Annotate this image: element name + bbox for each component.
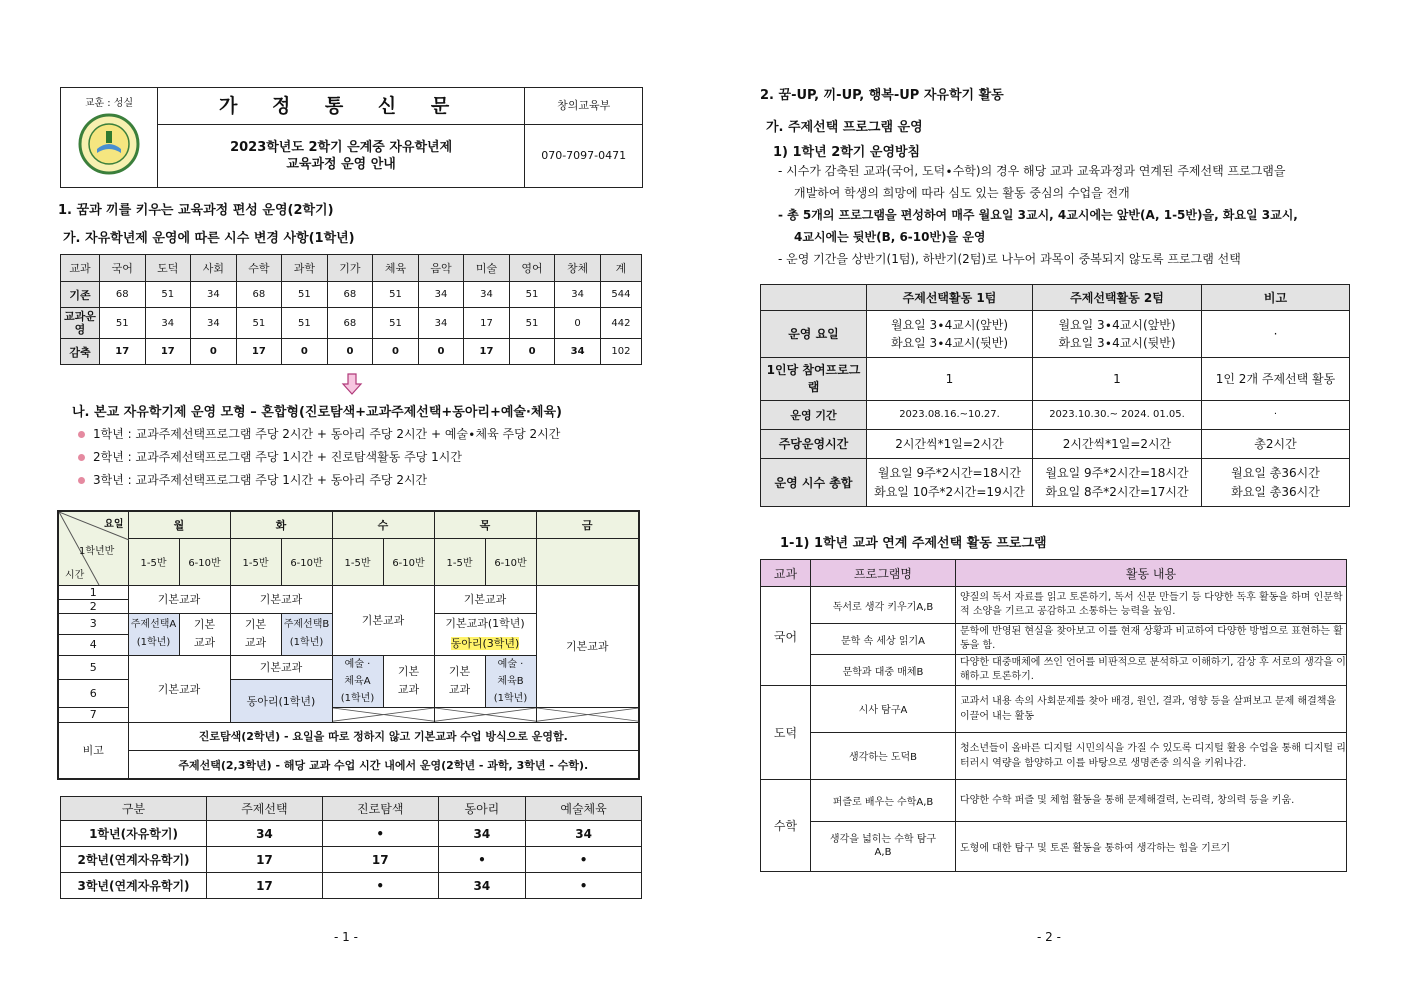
hours-cell: 51 [100,308,146,339]
subtitle-line-1: 2023학년도 2학기 은계중 자유학년제 [230,140,453,155]
program-name: 독서로 생각 키우기A,B [811,587,956,624]
hours-cell: 34 [555,282,601,308]
program-name: 문학 속 세상 읽기A [811,624,956,655]
term-row-label: 운영 기간 [761,400,867,429]
fri-empty-slot [536,708,639,722]
term-cell: 1인 2개 주제선택 활동 [1202,357,1350,400]
hours-cell: 68 [236,282,282,308]
summary-header-row [61,797,642,821]
term-line: 월요일 총36시간 [1231,465,1320,480]
hours-head-cell: 수학 [236,255,282,282]
term-row-label: 운영 요일 [761,311,867,358]
hours-cell: 17 [100,339,146,365]
term-cell [1033,459,1202,507]
policy-line: - 총 5개의 프로그램을 편성하여 매주 월요일 3교시, 4교시에는 앞반(A, 1-5반)을, 화요일 3교시, [778,208,1298,222]
term-cell: 1 [867,357,1033,400]
term-cell: 2023.08.16.~10.27. [867,400,1033,429]
hours-cell: 0 [191,339,237,365]
hours-cell: 34 [464,282,510,308]
hours-row-label: 교과운영 [61,308,100,339]
hours-cell: 17 [236,339,282,365]
list-item [78,469,560,492]
term-table [760,284,1350,507]
table-row [761,357,1350,400]
bullet-dot-icon [78,431,85,438]
term-cell [1033,311,1202,358]
summary-table [60,796,642,899]
grade-label: (1학년) [136,637,171,649]
hours-cell: 51 [509,308,555,339]
department: 창의교육부 [525,88,642,125]
note-row [58,751,639,780]
period-number: 3 [58,614,128,635]
day-fri: 금 [536,511,639,538]
table-row [761,624,1347,655]
program-desc: 양질의 독서 자료를 읽고 토론하기, 독서 신문 만들기 등 다양한 독후 활동을 하며 인문학적 소양을 기르고 공감하고 소통하는 능력을 높임. [956,587,1347,624]
page-number-2: - 2 - [1037,930,1061,944]
basic-label-a: 기본 [448,665,471,679]
table-row [761,400,1350,429]
basic-label-a: 기본 [397,665,420,679]
thu-basic-1-2: 기본교과 [434,585,536,613]
corner-time-label: 시간 [65,570,85,581]
section-2a2-heading: 1-1) 1학년 교과 연계 주제선택 활동 프로그램 [780,536,1047,551]
basic-label-b: 교과 [397,683,420,697]
bullet-text: 1학년 : 교과주제선택프로그램 주당 2시간 + 동아리 주당 2시간 + 예술∙체육 주당 2시간 [93,427,561,441]
term-head-cell: 주제선택활동 2텀 [1033,285,1202,311]
program-name: 퍼즐로 배우는 수학A,B [811,779,956,821]
program-subject: 국어 [761,587,811,686]
timetable-class-row [58,538,639,585]
timetable [57,510,640,780]
class-group: 6-10반 [179,538,230,585]
grade-label: (1학년) [493,692,528,704]
grade-label: (1학년) [289,637,324,649]
art-label: 예술 · [497,658,524,670]
summary-cell: 17 [322,847,438,873]
class-group: 6-10반 [383,538,434,585]
policy-text [778,160,1353,270]
note-2: 주제선택(2,3학년) - 해당 교과 수업 시간 내에서 운영(2학년 - 과학, 3학년 - 수학). [128,751,639,780]
cross-out-lines [537,708,639,721]
summary-cell: 34 [438,873,525,899]
program-name: 생각하는 도덕B [811,732,956,779]
hours-cell: 51 [145,282,191,308]
corner-grade-label: 1학년반 [79,546,115,557]
list-item [78,446,560,469]
table-row [61,821,642,847]
phone-number: 070-7097-0471 [541,149,627,162]
thu-empty-slot [434,708,536,722]
subtitle-block [158,125,525,187]
summary-cell: 34 [438,821,525,847]
list-item [78,423,560,446]
class-group: 1-5반 [434,538,485,585]
program-desc: 다양한 수학 퍼즐 및 체험 활동을 통해 문제해결력, 논리력, 창의력 등을 키움. [956,779,1347,821]
basic-label-b: 교과 [244,636,267,650]
summary-cell: 1학년(자유학기) [61,821,207,847]
hours-cell: 0 [327,339,373,365]
grade-label: (1학년) [340,692,375,704]
note-1: 진로탐색(2학년) - 요일을 따로 정하지 않고 기본교과 수업 방식으로 운영함. [128,722,639,750]
basic-grade1-label: 기본교과(1학년) [445,617,525,631]
term-line: 월요일 9주*2시간=18시간 [877,465,1022,480]
school-emblem-cell [61,88,158,188]
hours-cell: 51 [236,308,282,339]
summary-head-cell: 주제선택 [207,797,323,821]
hours-cell: 102 [600,339,641,365]
term-line: 월요일 9주*2시간=18시간 [1045,465,1189,480]
section-1a-heading: 가. 자유학년제 운영에 따른 시수 변경 사항(1학년) [63,231,355,246]
policy-line: - 시수가 감축된 교과(국어, 도덕∙수학)의 경우 해당 교과 교육과정과 연계된 주제선택 프로그램을 [778,164,1286,178]
hours-cell: 0 [282,339,328,365]
hours-cell: 51 [373,308,419,339]
subtitle-line-2: 교육과정 운영 안내 [286,157,396,172]
hours-cell: 442 [600,308,641,339]
summary-cell: 2학년(연계자유학기) [61,847,207,873]
summary-cell: • [322,821,438,847]
class-group: 1-5반 [230,538,281,585]
program-subject: 수학 [761,779,811,871]
section-2a-heading: 가. 주제선택 프로그램 운영 [766,120,923,135]
day-thu: 목 [434,511,536,538]
class-group: 1-5반 [332,538,383,585]
hours-cell: 68 [327,308,373,339]
hours-row-label: 기존 [61,282,100,308]
title-cell [157,88,525,188]
note-label: 비고 [58,722,128,779]
period-number: 5 [58,655,128,679]
summary-head-cell: 구분 [61,797,207,821]
table-row [761,459,1350,507]
program-name: 시사 탐구A [811,686,956,732]
term-cell: 1 [1033,357,1202,400]
tue-basic-3-4 [230,614,281,656]
hours-head-cell: 영어 [509,255,555,282]
section-1b-heading: 나. 본교 자유학기제 운영 모형 – 혼합형(진로탐색+교과주제선택+동아리+예술∙체육) [72,405,562,420]
page-number-1: - 1 - [334,930,358,944]
hours-cell: 17 [145,339,191,365]
fri-basic: 기본교과 [536,585,639,708]
hours-cell: 51 [282,308,328,339]
term-line: 월요일 3∙4교시(앞반) [1058,317,1176,332]
thu-basic-club [434,614,536,656]
class-group: 1-5반 [128,538,179,585]
school-emblem-icon [78,113,140,175]
bullet-dot-icon [78,454,85,461]
art-a-label: 체육A [344,675,371,687]
period-number: 7 [58,708,128,722]
hours-cell: 68 [100,282,146,308]
section-2-heading: 2. 꿈-UP, 끼-UP, 행복-UP 자유학기 활동 [760,88,1004,103]
note-row [58,722,639,750]
table-row [61,873,642,899]
term-head-cell: 주제선택활동 1텀 [867,285,1033,311]
mon-basic-5-7: 기본교과 [128,655,230,722]
summary-cell: 3학년(연계자유학기) [61,873,207,899]
hours-cell: 34 [418,282,464,308]
hours-cell: 0 [509,339,555,365]
hours-cell: 0 [418,339,464,365]
cross-out-lines [435,708,536,721]
term-cell [867,459,1033,507]
term-row-label: 1인당 참여프로그램 [761,357,867,400]
table-row [61,847,642,873]
hours-cell: 17 [464,308,510,339]
policy-line: 4교시에는 뒷반(B, 6-10반)을 운영 [794,230,986,244]
hours-row [61,339,642,365]
school-motto: 교훈 : 성실 [84,98,134,109]
basic-label-b: 교과 [193,636,216,650]
hours-head-cell: 창체 [555,255,601,282]
day-mon: 월 [128,511,230,538]
program-desc: 청소년들이 올바른 디지털 시민의식을 가질 수 있도록 디지털 활용 수업을 통해 디지털 리터러시 역량을 함양하고 이를 바탕으로 생명존중 의식을 키워나감. [956,732,1347,779]
term-cell: · [1202,400,1350,429]
timetable-corner [58,511,128,585]
wed-art-a [332,655,383,708]
period-number: 2 [58,599,128,613]
term-header-row [761,285,1350,311]
program-name: 문학과 대중 매체B [811,655,956,686]
policy-line: - 운영 기간을 상반기(1텀), 하반기(2텀)로 나누어 과목이 중복되지 않도록 프로그램 선택 [778,252,1241,266]
summary-cell: • [322,873,438,899]
term-head-cell: 비고 [1202,285,1350,311]
program-desc: 문학에 반영된 현실을 찾아보고 이를 현재 상황과 비교하여 다양한 방법으로 표현하는 활동을 함. [956,624,1347,655]
table-row [761,311,1350,358]
summary-cell: 34 [207,821,323,847]
summary-head-cell: 진로탐색 [322,797,438,821]
newsletter-header [60,87,643,188]
hours-header-row [61,255,642,282]
term-line: 화요일 10주*2시간=19시간 [874,484,1025,499]
hours-head-cell: 계 [600,255,641,282]
hours-cell: 68 [327,282,373,308]
term-line: 화요일 3∙4교시(뒷반) [1058,335,1176,350]
term-head-cell [761,285,867,311]
term-cell: 2시간씩*1일=2시간 [1033,429,1202,458]
hours-cell: 34 [191,308,237,339]
day-wed: 수 [332,511,434,538]
class-group: 6-10반 [485,538,536,585]
class-group-empty [536,538,639,585]
program-desc: 도형에 대한 탐구 및 토론 활동을 통하여 생각하는 힘을 기르기 [956,821,1347,871]
wed-basic-1-4: 기본교과 [332,585,434,655]
term-row-label: 운영 시수 총합 [761,459,867,507]
hours-head-cell: 음악 [418,255,464,282]
hours-row-label: 감축 [61,339,100,365]
wed-empty-slot [332,708,434,722]
program-head-cell: 프로그램명 [811,560,956,587]
term-row-label: 주당운영시간 [761,429,867,458]
mon-topic-a [128,614,179,656]
period-number: 6 [58,679,128,707]
term-cell [1202,459,1350,507]
hours-head-cell: 체육 [373,255,419,282]
term-cell: 2시간씩*1일=2시간 [867,429,1033,458]
hours-row [61,282,642,308]
section-2a1-heading: 1) 1학년 2학기 운영방침 [773,145,921,160]
table-row [761,821,1347,871]
mon-basic-1-2: 기본교과 [128,585,230,613]
contact-cell [525,88,643,188]
thu-basic-5-6 [434,655,485,708]
table-row [761,732,1347,779]
corner-day-label: 요일 [104,519,124,530]
club-grade3-label: 동아리(3학년) [450,637,520,651]
basic-label-a: 기본 [193,618,216,632]
topic-b-label: 주제선택B [283,619,330,631]
newsletter-title: 가 정 통 신 문 [158,88,525,125]
table-row [761,686,1347,732]
term-line: 화요일 총36시간 [1231,484,1320,499]
hours-cell: 34 [418,308,464,339]
period-number: 4 [58,634,128,655]
tue-topic-b [281,614,332,656]
class-group: 6-10반 [281,538,332,585]
cross-out-lines [333,708,434,721]
hours-head-cell: 미술 [464,255,510,282]
policy-line: 개발하여 학생의 희망에 따라 심도 있는 활동 중심의 수업을 전개 [794,186,1130,200]
wed-basic-5-6 [383,655,434,708]
basic-label-a: 기본 [244,618,267,632]
period-row [58,585,639,599]
tue-club-grade1: 동아리(1학년) [230,679,332,722]
summary-head-cell: 동아리 [438,797,525,821]
down-arrow-icon [341,373,363,395]
hours-cell: 51 [282,282,328,308]
term-cell [867,311,1033,358]
program-header-row [761,560,1347,587]
program-table [760,559,1347,872]
program-head-cell: 활동 내용 [956,560,1347,587]
term-line: 화요일 3∙4교시(뒷반) [890,335,1009,350]
hours-cell: 0 [555,308,601,339]
term-cell: 총2시간 [1202,429,1350,458]
hours-cell: 544 [600,282,641,308]
summary-cell: • [438,847,525,873]
term-cell: 2023.10.30.~ 2024. 01.05. [1033,400,1202,429]
hours-row [61,308,642,339]
hours-head-cell: 기가 [327,255,373,282]
art-label: 예술 · [344,658,371,670]
hours-head-cell: 과학 [282,255,328,282]
hours-cell: 0 [373,339,419,365]
topic-a-label: 주제선택A [130,619,177,631]
hours-head-cell: 국어 [100,255,146,282]
hours-cell: 34 [555,339,601,365]
summary-cell: • [526,847,642,873]
summary-head-cell: 예술체육 [526,797,642,821]
hours-head-cell: 사회 [191,255,237,282]
bullet-text: 2학년 : 교과주제선택프로그램 주당 1시간 + 진로탐색활동 주당 1시간 [93,450,462,464]
section-1-heading: 1. 꿈과 끼를 키우는 교육과정 편성 운영(2학기) [58,203,334,218]
summary-cell: 34 [526,821,642,847]
summary-cell: • [526,873,642,899]
model-bullets [78,423,560,492]
program-desc: 교과서 내용 속의 사회문제를 찾아 배경, 원인, 결과, 영향 등을 살펴보고 문제 해결책을 이끌어 내는 활동 [956,686,1347,732]
program-name: 생각을 넓히는 수학 탐구A,B [811,821,956,871]
art-b-label: 체육B [497,675,524,687]
program-desc: 다양한 대중매체에 쓰인 언어를 비판적으로 분석하고 이해하기, 감상 후 서로의 생각을 이해하고 토론하기. [956,655,1347,686]
table-row [761,587,1347,624]
table-row [761,429,1350,458]
hours-cell: 51 [509,282,555,308]
bullet-text: 3학년 : 교과주제선택프로그램 주당 1시간 + 동아리 주당 2시간 [93,473,428,487]
term-cell: · [1202,311,1350,358]
table-row [761,655,1347,686]
hours-cell: 17 [464,339,510,365]
hours-head-cell: 교과 [61,255,100,282]
hours-cell: 34 [145,308,191,339]
tue-basic-1-2: 기본교과 [230,585,332,613]
program-subject: 도덕 [761,686,811,779]
mon-basic-3-4 [179,614,230,656]
hours-head-cell: 도덕 [145,255,191,282]
summary-cell: 17 [207,847,323,873]
thu-art-b [485,655,536,708]
tue-basic-5: 기본교과 [230,655,332,679]
hours-table [60,254,642,365]
basic-label-b: 교과 [448,683,471,697]
summary-cell: 17 [207,873,323,899]
day-tue: 화 [230,511,332,538]
term-line: 월요일 3∙4교시(앞반) [890,317,1009,332]
table-row [761,779,1347,821]
hours-cell: 51 [373,282,419,308]
hours-cell: 34 [191,282,237,308]
program-head-cell: 교과 [761,560,811,587]
bullet-dot-icon [78,477,85,484]
period-number: 1 [58,585,128,599]
term-line: 화요일 8주*2시간=17시간 [1045,484,1189,499]
timetable-day-row [58,511,639,538]
